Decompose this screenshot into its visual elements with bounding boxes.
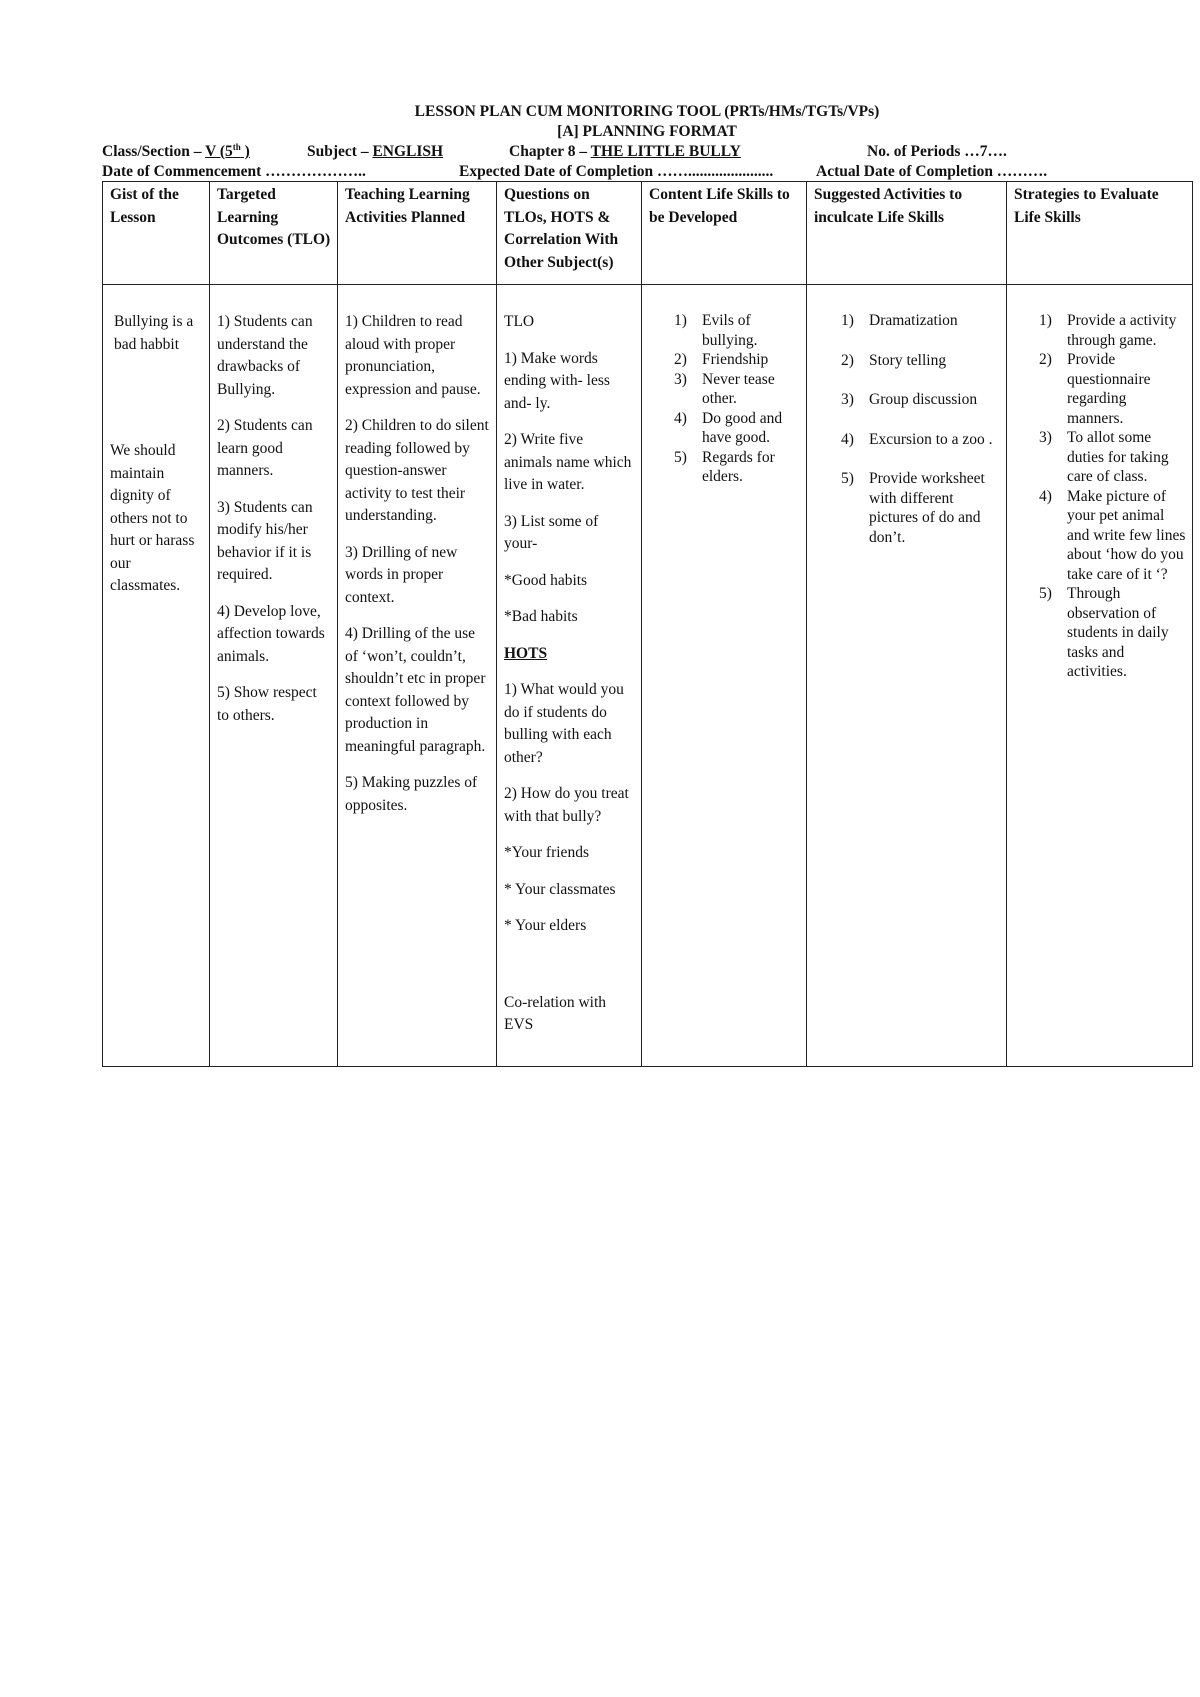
subject <box>307 142 443 162</box>
no-of-periods: No. of Periods …7…. <box>867 143 1007 160</box>
list-item <box>841 390 1000 410</box>
column-header-suggested-activities: Suggested Activities to inculcate Life Skills <box>807 182 1007 285</box>
list-item <box>841 311 1000 331</box>
hots-subitem: * Your elders <box>504 917 587 934</box>
suggested-activities-list <box>841 311 1000 547</box>
list-text: Make picture of your pet animal and write few lines about ‘how do you take care of it ‘? <box>1067 487 1186 583</box>
document-title: LESSON PLAN CUM MONITORING TOOL (PRTs/HMs/TGTs/VPs) <box>414 103 880 120</box>
meta-row-1 <box>102 142 1192 162</box>
list-number: 1) <box>841 312 854 329</box>
activities-cell <box>338 285 497 1067</box>
list-text: Friendship <box>702 351 769 368</box>
class-value <box>205 143 250 160</box>
date-of-commencement: Date of Commencement ……………….. <box>102 163 366 180</box>
list-item <box>1039 311 1186 350</box>
list-number: 5) <box>1039 585 1052 602</box>
list-number: 5) <box>841 470 854 487</box>
column-header-questions: Questions on TLOs, HOTS & Correlation With Other Subject(s) <box>497 182 642 285</box>
list-text: Provide worksheet with different pictures of do and don’t. <box>869 470 985 546</box>
list-number: 3) <box>1039 429 1052 446</box>
list-item <box>674 311 800 350</box>
list-item <box>674 448 800 487</box>
list-item <box>1039 584 1186 682</box>
tlo-item: 1) Students can understand the drawbacks of Bullying. <box>217 313 313 398</box>
activity-item: 4) Drilling of the use of ‘won’t, couldn’t, shouldn’t etc in proper context followed by production in meaningful paragraph. <box>345 625 486 755</box>
list-number: 2) <box>1039 351 1052 368</box>
activity-item: 3) Drilling of new words in proper context. <box>345 543 458 606</box>
list-text: Evils of bullying. <box>702 312 758 349</box>
document-header <box>102 102 1192 182</box>
questions-cell <box>497 285 642 1067</box>
questions-spacer <box>504 952 635 992</box>
list-item <box>674 409 800 448</box>
table-row <box>103 285 1193 1067</box>
question-subitem: *Good habits <box>504 571 588 589</box>
chapter-value: THE LITTLE BULLY <box>590 143 741 160</box>
subject-label: Subject – <box>307 143 373 160</box>
list-text: Never tease other. <box>702 370 775 407</box>
list-text: To allot some duties for taking care of class. <box>1067 429 1169 485</box>
strategies-cell <box>1007 285 1193 1067</box>
gist-cell <box>103 285 210 1067</box>
tlo-heading: TLO <box>504 313 535 330</box>
gist-paragraph-2: We should maintain dignity of others not to hurt or harass our classmates. <box>110 442 195 594</box>
list-item <box>674 370 800 409</box>
actual-date-of-completion: Actual Date of Completion ………. <box>816 163 1048 180</box>
gist-spacer <box>110 370 203 440</box>
list-text: Do good and have good. <box>702 409 783 446</box>
list-text: Story telling <box>869 351 947 369</box>
list-item <box>841 351 1000 371</box>
hots-item: 2) How do you treat with that bully? <box>504 785 629 825</box>
class-section <box>102 142 250 162</box>
class-sup: th <box>232 141 241 152</box>
list-number: 1) <box>1039 312 1052 329</box>
list-text: Provide questionnaire regarding manners. <box>1067 351 1151 427</box>
activity-item: 2) Children to do silent reading followed by question-answer activity to test their understanding. <box>345 417 489 524</box>
activity-item: 1) Children to read aloud with proper pronunciation, expression and pause. <box>345 313 481 398</box>
list-text: Provide a activity through game. <box>1067 312 1177 349</box>
hots-subitem: * Your classmates <box>504 880 616 898</box>
class-label: Class/Section – <box>102 143 206 160</box>
list-text: Through observation of students in daily tasks and activities. <box>1067 585 1169 680</box>
list-text: Dramatization <box>869 312 958 329</box>
hots-heading: HOTS <box>504 644 548 662</box>
strategies-list <box>1039 311 1186 682</box>
column-header-strategies: Strategies to Evaluate Life Skills <box>1007 182 1193 285</box>
question-item: 2) Write five animals name which live in water. <box>504 431 632 493</box>
list-text: Group discussion <box>869 391 978 408</box>
subject-value: ENGLISH <box>372 143 444 160</box>
column-header-gist: Gist of the Lesson <box>103 182 210 285</box>
column-header-content-skills: Content Life Skills to be Developed <box>642 182 807 285</box>
tlo-item: 3) Students can modify his/her behavior if it is required. <box>217 498 313 583</box>
class-close: ) <box>240 143 250 160</box>
tlo-cell <box>210 285 338 1067</box>
list-text: Regards for elders. <box>702 448 775 485</box>
correlation-text: Co-relation with EVS <box>504 993 607 1033</box>
lesson-plan-table <box>102 181 1193 1067</box>
tlo-item: 5) Show respect to others. <box>217 684 317 724</box>
content-skills-list <box>674 311 800 487</box>
hots-item: 1) What would you do if students do bulling with each other? <box>504 681 624 766</box>
tlo-item: 4) Develop love, affection towards animals. <box>217 602 325 665</box>
question-item: 3) List some of your- <box>504 512 599 552</box>
expected-date-of-completion: Expected Date of Completion ……...................... <box>459 163 774 180</box>
list-item <box>1039 428 1186 487</box>
list-number: 4) <box>841 430 854 448</box>
list-number: 1) <box>674 312 687 329</box>
gist-paragraph-1: Bullying is a bad habbit <box>114 313 194 353</box>
hots-subitem: *Your friends <box>504 844 589 861</box>
list-number: 2) <box>841 351 854 369</box>
meta-row-2 <box>102 162 1192 182</box>
question-item: 1) Make words ending with- less and- ly. <box>504 349 610 412</box>
list-number: 3) <box>841 391 854 408</box>
question-subitem: *Bad habits <box>504 608 578 625</box>
list-number: 5) <box>674 448 687 466</box>
list-item <box>841 430 1000 450</box>
list-item <box>1039 350 1186 428</box>
list-text: Excursion to a zoo . <box>869 430 993 448</box>
chapter <box>509 142 741 162</box>
document-subtitle: [A] PLANNING FORMAT <box>557 123 737 140</box>
list-item <box>1039 487 1186 585</box>
list-item <box>841 469 1000 547</box>
list-number: 4) <box>674 409 687 427</box>
activity-item: 5) Making puzzles of opposites. <box>345 774 478 814</box>
table-header-row <box>103 182 1193 285</box>
list-number: 2) <box>674 351 687 368</box>
list-number: 4) <box>1039 487 1052 505</box>
chapter-label: Chapter 8 – <box>509 143 591 160</box>
column-header-tlo: Targeted Learning Outcomes (TLO) <box>210 182 338 285</box>
class-value-text: V (5 <box>205 143 233 160</box>
list-item <box>674 350 800 370</box>
list-number: 3) <box>674 370 687 388</box>
column-header-activities: Teaching Learning Activities Planned <box>338 182 497 285</box>
suggested-activities-cell <box>807 285 1007 1067</box>
tlo-item: 2) Students can learn good manners. <box>217 417 313 479</box>
content-skills-cell <box>642 285 807 1067</box>
